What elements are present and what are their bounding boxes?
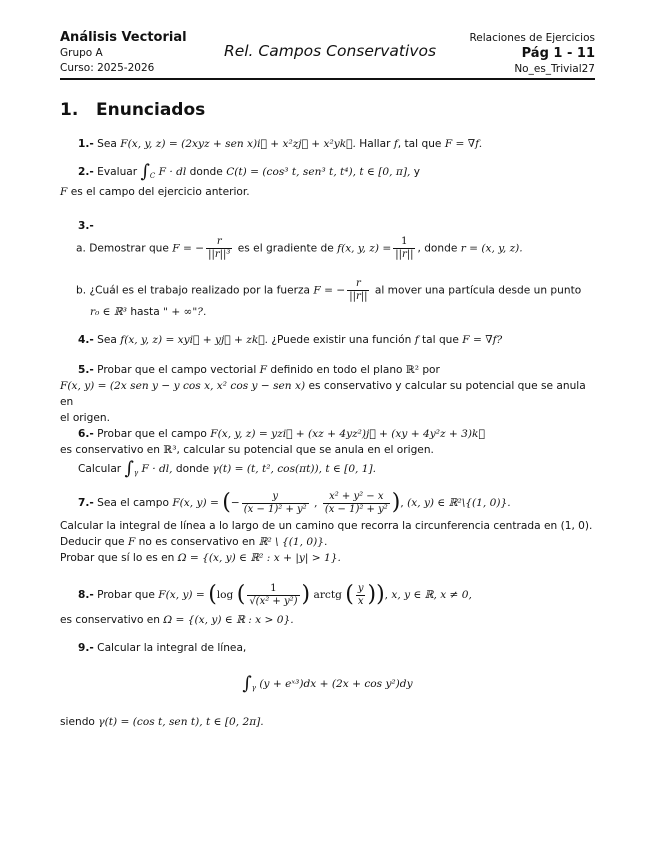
text: es el gradiente de: [237, 242, 334, 255]
formula: F(x, y) =: [158, 589, 205, 601]
formula: F: [259, 364, 267, 376]
exercise-line: [60, 488, 595, 518]
course-name: Análisis Vectorial: [60, 30, 187, 45]
paren: )): [367, 582, 385, 607]
formula: r = (x, y, z).: [460, 242, 523, 255]
formula: F(x, y, z) = (2xyz + sen x)i⃗ + x²zj⃗ + x²yk⃗.: [120, 138, 356, 150]
document-title: Rel. Campos Conservativos: [223, 42, 437, 60]
text: hasta: [130, 306, 160, 318]
paren: (: [208, 582, 217, 607]
numerator: 1: [270, 582, 277, 594]
fraction: [393, 236, 415, 261]
display-formula: [60, 672, 595, 700]
exercise-number: 6.-: [78, 428, 94, 440]
text: el origen.: [60, 412, 110, 424]
formula: F: [127, 536, 136, 548]
exercise-line: [60, 578, 595, 612]
minus-sign: −: [230, 497, 240, 509]
formula: F = ∇f.: [444, 138, 483, 150]
integral-sign: ∫: [124, 458, 134, 479]
exercise-line: [60, 534, 595, 550]
paren: ): [301, 582, 311, 607]
exercise-line: [60, 426, 595, 442]
formula: ℝ² \ {(1, 0)}.: [258, 536, 328, 548]
exercise-3b: [76, 278, 595, 321]
text: es conservativo en: [60, 444, 161, 456]
text: donde: [189, 166, 223, 178]
text: , tal que: [397, 138, 442, 150]
comma: ,: [310, 497, 321, 509]
formula: f: [393, 138, 398, 150]
formula: F(x, y) =: [172, 497, 219, 509]
exercise-line: [60, 362, 595, 378]
text: Probar que el campo vectorial: [97, 364, 257, 376]
text: es conservativo en: [60, 614, 161, 626]
text: Sea: [97, 138, 117, 150]
integral-subscript: γ: [251, 684, 256, 693]
formula: f(x, y, z) = xyi⃗ + yj⃗ + zk⃗.: [120, 334, 268, 346]
exercise-1: [60, 136, 613, 152]
text: Demostrar que: [89, 242, 169, 255]
exercise-9: [60, 640, 595, 730]
exercise-6: [60, 426, 595, 484]
text: Hallar: [359, 138, 391, 150]
fraction: [242, 491, 309, 516]
formula: F = −: [172, 242, 205, 255]
formula: F: [60, 186, 68, 199]
text: Deducir que: [60, 536, 125, 548]
log-function: log: [216, 589, 234, 601]
numerator: r: [216, 236, 222, 247]
fraction: [247, 583, 299, 608]
exercise-line: [60, 378, 595, 410]
text: donde: [175, 463, 210, 475]
exercise-8: [60, 578, 595, 628]
denominator: x: [356, 595, 366, 608]
formula: F(x, y) = (2x sen y − y cos x, x² cos y − sen x): [60, 380, 306, 392]
exercise-line: Calcular la integral de línea a lo largo de un camino que recorra la circunferencia centrada en (1, 0).: [60, 520, 593, 532]
formula: F · dl,: [141, 463, 173, 475]
exercise-line: [60, 184, 595, 200]
integral-subscript: C: [149, 172, 156, 181]
arctg-function: arctg: [313, 589, 342, 601]
exercise-5: [60, 362, 595, 426]
text: Calcular la integral de línea,: [97, 642, 247, 654]
text: es conservativo y calcular su potencial que se anula en: [60, 380, 586, 408]
exercise-number: 1.-: [78, 138, 94, 150]
formula: C(t) = (cos³ t, sen³ t, t⁴), t ∈ [0, π],: [226, 166, 411, 178]
fraction: [206, 236, 232, 261]
exercise-7: [60, 488, 595, 566]
text: , calcular su potencial que se anula en el origen.: [176, 444, 434, 456]
formula: " + ∞"?.: [163, 306, 207, 318]
exercise-2: [60, 161, 595, 200]
formula: F = ∇f?: [462, 334, 503, 346]
header-divider: [60, 78, 595, 80]
formula: ℝ²: [405, 364, 419, 376]
text: Probar que el campo: [97, 428, 207, 440]
paren: (: [236, 582, 246, 607]
formula: γ(t) = (cos t, sen t), t ∈ [0, 2π].: [98, 716, 264, 729]
formula: (y + eˣ³)dx + (2x + cos y²)dy: [259, 678, 413, 690]
exercise-number: 8.-: [78, 589, 94, 601]
denominator: √(x² + y²): [249, 595, 298, 607]
exercise-line: [60, 410, 595, 426]
numerator: y: [357, 582, 364, 594]
exercise-line: [60, 612, 595, 628]
text: no es conservativo en: [138, 536, 256, 548]
text: Calcular: [78, 463, 122, 475]
text: ¿Cuál es el trabajo realizado por la fuerza: [89, 284, 310, 297]
page-number: Pág 1 - 11: [521, 46, 595, 61]
formula: f(x, y, z) =: [337, 242, 392, 255]
denominator: ||r||³: [208, 249, 231, 260]
header-right: [375, 31, 595, 77]
exercise-number: 3.-: [78, 220, 94, 232]
exercise-line: [60, 458, 595, 484]
formula: f: [414, 334, 419, 346]
exercise-line: [60, 714, 595, 730]
item-label: a.: [76, 242, 86, 255]
denominator: ||r||: [349, 291, 368, 302]
exercise-number: 5.-: [78, 364, 94, 376]
section-title: Enunciados: [96, 100, 206, 120]
text: por: [422, 364, 440, 376]
section-number: 1.: [60, 100, 79, 120]
paren: (: [345, 582, 354, 607]
formula: x, y ∈ ℝ, x ≠ 0,: [391, 589, 472, 601]
exercise-line: [60, 640, 595, 656]
exercise-3a: [76, 236, 595, 261]
text: siendo: [60, 716, 95, 729]
fraction: [347, 278, 369, 303]
text: tal que: [421, 334, 459, 346]
exercise-number: 7.-: [78, 497, 94, 509]
comma: ,: [384, 589, 389, 601]
text: Sea: [97, 334, 117, 346]
formula: F = −: [313, 284, 346, 297]
text: Sea el campo: [97, 497, 169, 509]
text: es el campo del ejercicio anterior.: [70, 186, 250, 199]
exercise-line: [60, 442, 595, 458]
text: y: [413, 166, 420, 178]
formula: ℝ³: [163, 444, 177, 456]
numerator: x² + y² − x: [329, 490, 384, 502]
text: Probar que sí lo es en: [60, 552, 175, 564]
item-label: b.: [76, 284, 87, 297]
formula: Ω = {(x, y) ∈ ℝ : x > 0}.: [163, 614, 294, 626]
denominator: ||r||: [395, 249, 414, 260]
comma: ,: [400, 497, 404, 509]
numerator: r: [355, 278, 361, 289]
section-heading: [60, 100, 205, 120]
numerator: y: [272, 490, 279, 502]
denominator: (x − 1)² + y²: [243, 503, 307, 515]
text: Probar que: [97, 589, 155, 601]
exercise-4: [60, 332, 613, 348]
numerator: 1: [401, 236, 408, 247]
text: al mover una partícula desde un punto: [374, 284, 582, 297]
fraction: [356, 583, 366, 608]
text: , donde: [417, 242, 458, 255]
formula: F(x, y, z) = yzi⃗ + (xz + 4yz²)j⃗ + (xy + 4y²z + 3)k⃗: [210, 428, 485, 440]
group-label: Grupo A: [60, 47, 103, 59]
integral-sign: ∫: [140, 161, 150, 182]
formula: F · dl: [158, 166, 187, 178]
text: Evaluar: [97, 166, 138, 178]
exercise-number: 9.-: [78, 642, 94, 654]
paren: (: [222, 490, 231, 515]
text: definido en todo el plano: [270, 364, 403, 376]
exercise-number: 4.-: [78, 334, 94, 346]
relations-label: Relaciones de Ejercicios: [469, 32, 595, 44]
text: ¿Puede existir una función: [271, 334, 412, 346]
integral-sign: ∫: [242, 673, 252, 694]
exercise-line: [60, 550, 595, 566]
course-year: Curso: 2025-2026: [60, 62, 155, 74]
fraction: [323, 491, 390, 516]
formula: (x, y) ∈ ℝ²\{(1, 0)}.: [407, 497, 511, 509]
paren: ): [391, 490, 401, 515]
formula: r₀ ∈ ℝ³: [90, 306, 127, 318]
formula: γ(t) = (t, t², cos(πt)), t ∈ [0, 1].: [212, 463, 377, 475]
author-label: No_es_Trivial27: [514, 63, 595, 75]
formula: Ω = {(x, y) ∈ ℝ² : x + |y| > 1}.: [177, 552, 341, 564]
exercise-line: [76, 303, 595, 321]
denominator: (x − 1)² + y²: [324, 503, 388, 515]
exercise-line: [60, 161, 595, 184]
exercise-number: 2.-: [78, 166, 94, 178]
integral-subscript: γ: [133, 469, 139, 478]
exercise-3: [60, 218, 613, 234]
